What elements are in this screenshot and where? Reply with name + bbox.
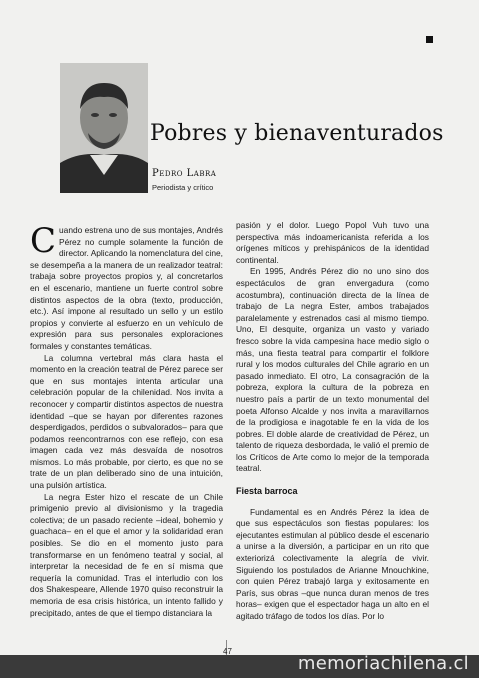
section-heading: Fiesta barroca <box>236 486 298 497</box>
paragraph: En 1995, Andrés Pérez dio no uno sino dos espectáculos de gran envergadura (como acostumbra), continuación directa de la línea de trabajo de La negra Ester, ambos trabajados paralelamente y estrenados casi al mismo tiempo. Uno, El desquite, organiza un vasto y variado fresco sobre la vida campesina hace medio siglo o más, una fiesta teatral para compartir el folklore rural y los modos culturales del Chile agrario en un pasado inmediato. El otro, La consagración de la pobreza, explora la cultura de la pobreza en nuestro país a partir de un texto monumental del poeta Alfonso Alcalde y nos invita a maravillarnos de la prodigiosa e inagotable fe en la vida de los pobres. El doble alarde de creatividad de Pérez, un talento de riqueza desbordada, le valió el premio de los Críticos de Arte como lo mejor de la temporada teatral. <box>236 266 429 474</box>
author-role: Periodista y crítico <box>152 183 214 192</box>
article-column-right <box>236 220 429 623</box>
page-number: 47 <box>223 647 232 656</box>
paragraph: La negra Ester hizo el rescate de un Chile primigenio previo al divisionismo y la tragedia colectiva; de un pasado reciente –ideal, bohemio y guachaca– en el que el amor y la solidaridad eran posibles. Se dio en el momento justo para transformarse en un fenómeno teatral y social, al interpretar la necesidad de fe en sí misma que requería la comunidad. Tras el interludio con los dos Shakespeare, Allende 1970 quiso reconstruir la memoria de esa crisis histórica, un intento fallido y precipitado, antes de que el tiempo distanciara la <box>30 491 223 618</box>
paragraph <box>30 221 223 353</box>
corner-mark <box>426 36 433 43</box>
watermark: memoriachilena.cl <box>297 653 469 674</box>
author-name: Pedro Labra <box>152 168 217 179</box>
article-title: Pobres y bienaventurados <box>150 121 444 146</box>
paragraph-text: uando estrena uno de sus montajes, Andrés Pérez no cumple solamente la función de director. Aplicando la nomenclatura del cine, se desempeña a la manera de un realizador teatral: trabaja sobre proyectos propios y, al concretarlos en el escenario, mantiene un fuerte control sobre distintos aspectos de la obra (texto, producción, etc.). Así impone al resultado un sello y un estilo propios y convierte al esfuerzo en un vehículo de expresión para sus personales exploraciones formales y constantes temáticas. <box>30 225 223 351</box>
paragraph: pasión y el dolor. Luego Popol Vuh tuvo una perspectiva más indoamericanista referida a los orígenes míticos y prehispánicos de la identidad continental. <box>236 220 429 265</box>
drop-cap: C <box>30 221 57 261</box>
paragraph: Fundamental es en Andrés Pérez la idea de que sus espectáculos son fiestas populares: los ejecutantes estimulan al público desde el escenario a unirse a la diversión, a participar en un rito que exteriorizá colectivamente la alegría de vivir. Siguiendo los postulados de Arianne Mnouchkine, con quien Pérez trabajó larga y exitosamente en París, sus obras –que nunca duran menos de tres horas– exigen que el espectador haga un alto en el agitado tráfago de todos los días. Por lo <box>236 506 429 621</box>
author-portrait <box>60 63 148 193</box>
paragraph: La columna vertebral más clara hasta el momento en la creación teatral de Pérez parece ser que en sus montajes intenta articular una celebración popular de la chilenidad. Nos invita a reconocer y compartir distintos aspectos de nuestra identidad –que se hayan por diferentes razones desperdigados, perdidos o subvalorados– para que podamos reencontrarnos con ese reflejo, con esa imagen cada vez más desvaída de nosotros mismos. Lo más probable, por cierto, es que no se trate de un plan deliberado sino de una intuición, una pulsión artística. <box>30 352 223 491</box>
article-column-left <box>30 221 223 619</box>
